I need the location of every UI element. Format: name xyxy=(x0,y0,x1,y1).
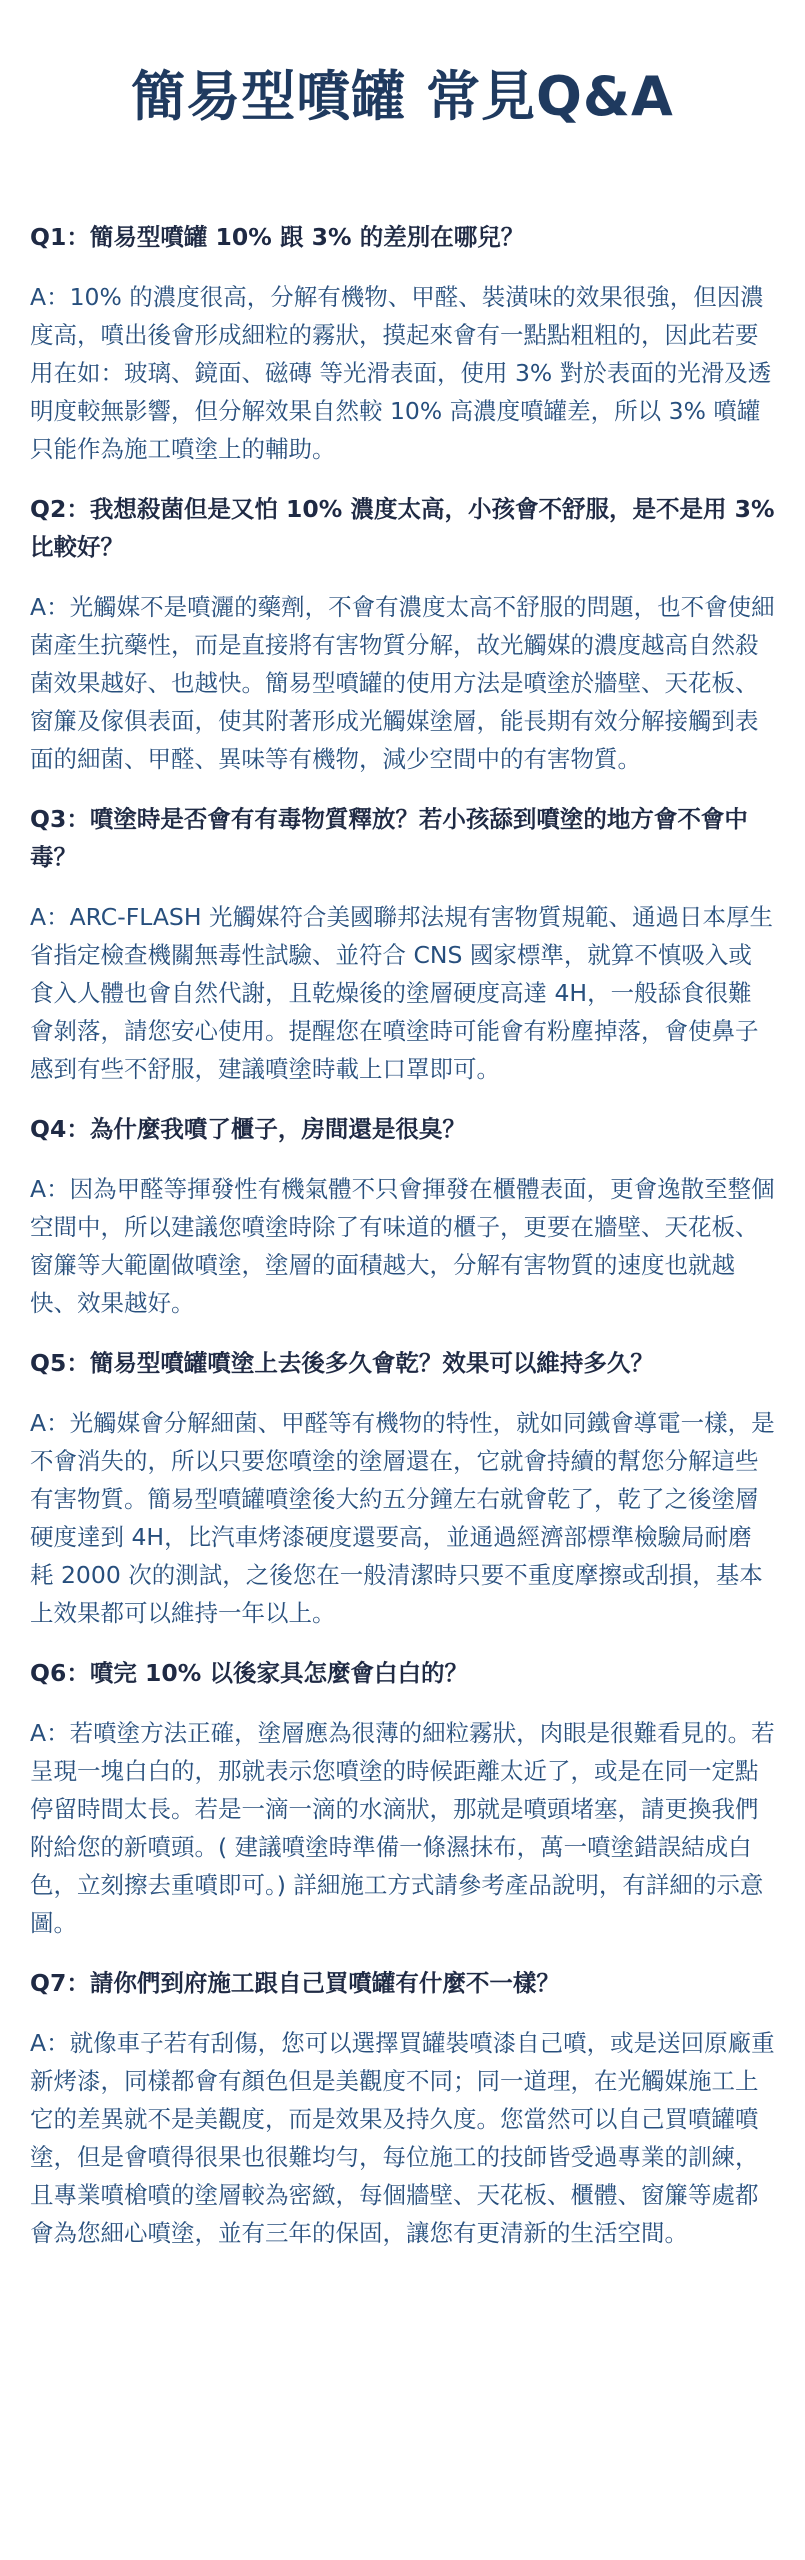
qa-item-1 xyxy=(30,218,775,468)
answer-3: A：ARC-FLASH 光觸媒符合美國聯邦法規有害物質規範、通過日本厚生省指定檢查機關無毒性試驗、並符合 CNS 國家標準，就算不慎吸入或食入人體也會自然代謝，且乾燥後的塗層硬度高達 4H，一般舔食很難會剝落，請您安心使用。提醒您在噴塗時可能會有粉塵掉落，會使鼻子感到有些不舒服，建議噴塗時載上口罩即可。 xyxy=(30,903,773,1083)
page-title: 簡易型噴罐 常見Q&A xyxy=(131,65,674,128)
answer-7: A：就像車子若有刮傷，您可以選擇買罐裝噴漆自己噴，或是送回原廠重新烤漆，同樣都會有顏色但是美觀度不同；同一道理，在光觸媒施工上它的差異就不是美觀度，而是效果及持久度。您當然可以自己買噴罐噴塗，但是會噴得很果也很難均勻，每位施工的技師皆受過專業的訓練，且專業噴槍噴的塗層較為密緻，每個牆壁、天花板、櫃體、窗簾等處都會為您細心噴塗，並有三年的保固，讓您有更清新的生活空間。 xyxy=(30,2029,775,2247)
question-5: Q5：簡易型噴罐噴塗上去後多久會乾？效果可以維持多久？ xyxy=(30,1349,654,1377)
qa-item-3 xyxy=(30,800,775,1088)
question-1: Q1：簡易型噴罐 10% 跟 3% 的差別在哪兒？ xyxy=(30,223,525,251)
answer-2: A：光觸媒不是噴灑的藥劑，不會有濃度太高不舒服的問題，也不會使細菌產生抗藥性，而是直接將有害物質分解，故光觸媒的濃度越高自然殺菌效果越好、也越快。簡易型噴罐的使用方法是噴塗於牆壁、天花板、窗簾及傢俱表面，使其附著形成光觸媒塗層，能長期有效分解接觸到表面的細菌、甲醛、異味等有機物，減少空間中的有害物質。 xyxy=(30,593,775,773)
qa-item-7 xyxy=(30,1964,775,2252)
qa-item-5 xyxy=(30,1344,775,1632)
qa-item-6 xyxy=(30,1654,775,1942)
qa-item-2 xyxy=(30,490,775,778)
question-3: Q3：噴塗時是否會有有毒物質釋放？若小孩舔到噴塗的地方會不會中毒？ xyxy=(30,805,748,871)
qa-list xyxy=(30,218,775,2252)
question-4: Q4：為什麼我噴了櫃子，房間還是很臭？ xyxy=(30,1115,466,1143)
answer-5: A：光觸媒會分解細菌、甲醛等有機物的特性，就如同鐵會導電一樣，是不會消失的，所以只要您噴塗的塗層還在，它就會持續的幫您分解這些有害物質。簡易型噴罐噴塗後大約五分鐘左右就會乾了，乾了之後塗層硬度達到 4H，比汽車烤漆硬度還要高，並通過經濟部標準檢驗局耐磨耗 2000 次的測試，之後您在一般清潔時只要不重度摩擦或刮損，基本上效果都可以維持一年以上。 xyxy=(30,1409,775,1627)
qa-item-4 xyxy=(30,1110,775,1322)
question-7: Q7：請你們到府施工跟自己買噴罐有什麼不一樣？ xyxy=(30,1969,560,1997)
question-6: Q6：噴完 10% 以後家具怎麼會白白的？ xyxy=(30,1659,468,1687)
question-2: Q2：我想殺菌但是又怕 10% 濃度太高，小孩會不舒服，是不是用 3% 比較好？ xyxy=(30,495,775,561)
answer-4: A：因為甲醛等揮發性有機氣體不只會揮發在櫃體表面，更會逸散至整個空間中，所以建議您噴塗時除了有味道的櫃子，更要在牆壁、天花板、窗簾等大範圍做噴塗，塗層的面積越大，分解有害物質的速度也就越快、效果越好。 xyxy=(30,1175,775,1317)
answer-6: A：若噴塗方法正確，塗層應為很薄的細粒霧狀，肉眼是很難看見的。若呈現一塊白白的，那就表示您噴塗的時候距離太近了，或是在同一定點停留時間太長。若是一滴一滴的水滴狀，那就是噴頭堵塞，請更換我們附給您的新噴頭。( 建議噴塗時準備一條濕抹布，萬一噴塗錯誤結成白色，立刻擦去重噴即可。) 詳細施工方式請參考產品說明，有詳細的示意圖。 xyxy=(30,1719,775,1937)
answer-1: A：10% 的濃度很高，分解有機物、甲醛、裝潢味的效果很強，但因濃度高，噴出後會形成細粒的霧狀，摸起來會有一點點粗粗的，因此若要用在如：玻璃、鏡面、磁磚 等光滑表面，使用 3% 對於表面的光滑及透明度較無影響，但分解效果自然較 10% 高濃度噴罐差，所以 3% 噴罐只能作為施工噴塗上的輔助。 xyxy=(30,283,772,463)
